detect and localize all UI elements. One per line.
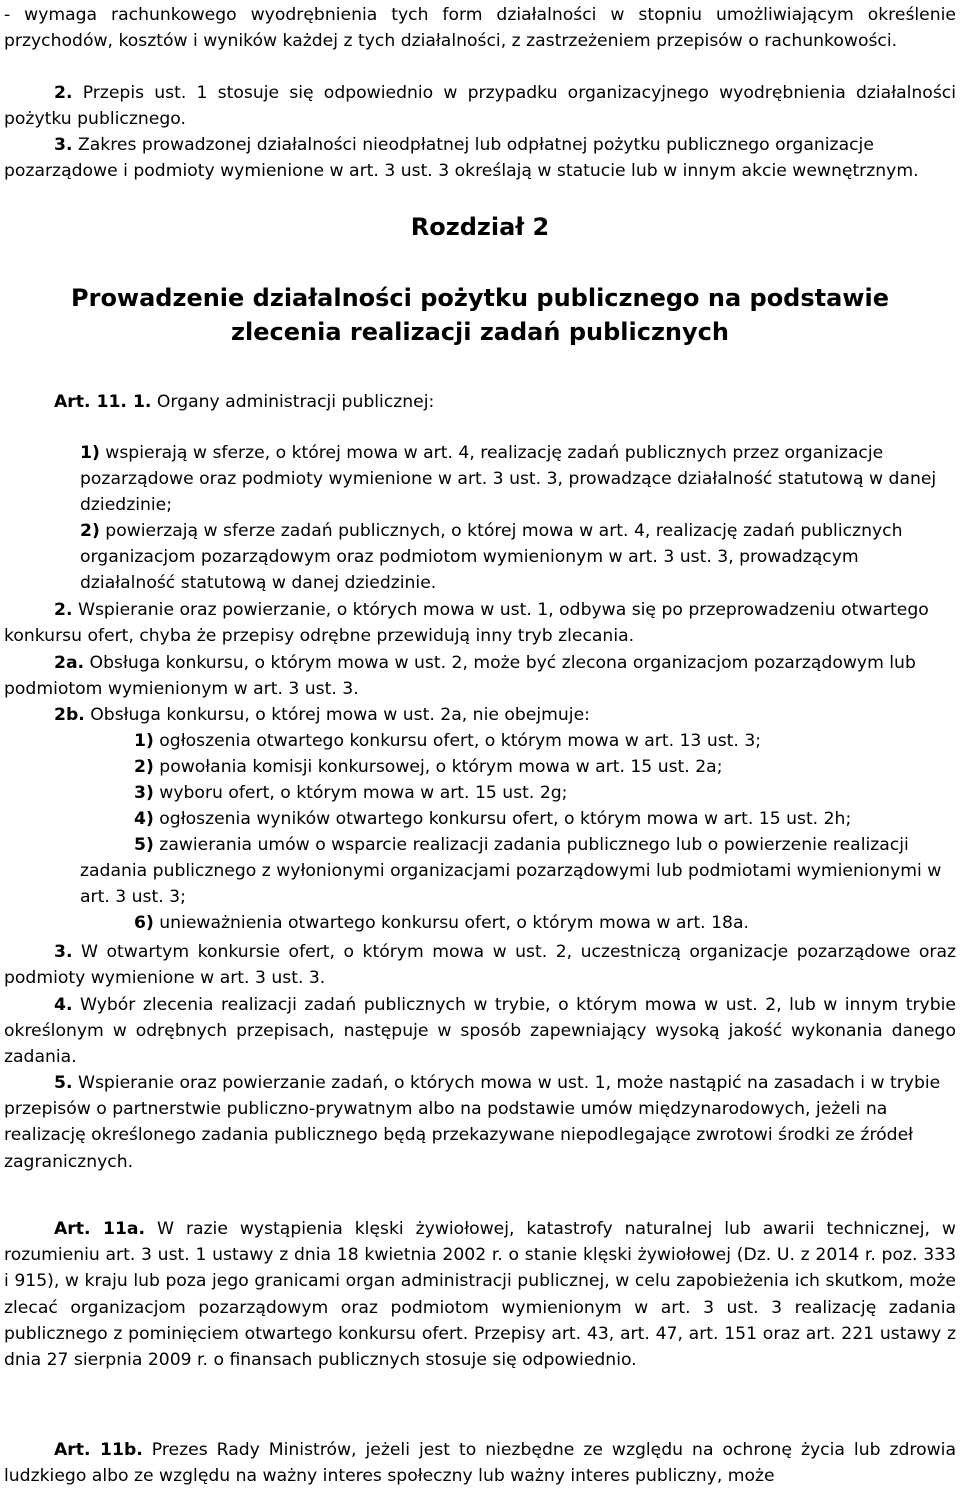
paragraph-number: 2. <box>54 83 73 103</box>
intro-paragraph-2 <box>4 80 956 132</box>
art-11-ust-2b-point-5 <box>80 832 956 911</box>
intro-text-1: - wymaga rachunkowego wyodrębnienia tych form działalności w stopniu umożliwiającym określenie przychodów, kosztów i wyników każdej z tych działalności, z zastrzeżeniem przepisów o rachunkowości. <box>4 5 956 52</box>
art-11-ust-2b-point-1 <box>80 728 956 754</box>
point-text: zawierania umów o wsparcie realizacji zadania publicznego lub o powierzenie realizacji zadania publicznego z wyłonionymi organizacjami pozarządowymi lub podmiotami wymienionymi w art. 3 ust. 3; <box>80 835 942 908</box>
paragraph-text: Wybór zlecenia realizacji zadań publicznych w trybie, o którym mowa w ust. 2, lub w innym trybie określonym w odrębnych przepisach, następuje w sposób zapewniający wysoką jakość wykonania danego zadania. <box>4 995 956 1068</box>
art-11a <box>4 1216 956 1373</box>
point-number: 2) <box>80 521 100 541</box>
art-11-ust-2b-point-3 <box>80 780 956 806</box>
art-11-point-2 <box>80 518 956 597</box>
point-text: ogłoszenia wyników otwartego konkursu ofert, o którym mowa w art. 15 ust. 2h; <box>153 809 852 829</box>
point-text: unieważnienia otwartego konkursu ofert, o którym mowa w art. 18a. <box>153 913 749 933</box>
paragraph-number: 4. <box>54 995 73 1015</box>
article-text: W razie wystąpienia klęski żywiołowej, katastrofy naturalnej lub awarii technicznej, w rozumieniu art. 3 ust. 1 ustawy z dnia 18 kwietnia 2002 r. o stanie klęski żywiołowej (Dz. U. z 2014 r. poz. 333 i 915), w kraju lub poza jego granicami organ administracji publicznej, w celu zapobieżenia ich skutkom, może zlecać organizacjom pozarządowym oraz podmiotom wymienionym w art. 3 ust. 3 realizację zadania publicznego z pominięciem otwartego konkursu ofert. Przepisy art. 43, art. 47, art. 151 oraz art. 221 ustawy z dnia 27 sierpnia 2009 r. o finansach publicznych stosuje się odpowiednio. <box>4 1219 956 1371</box>
article-text: Prezes Rady Ministrów, jeżeli jest to niezbędne ze względu na ochronę życia lub zdrowia ludzkiego albo ze względu na ważny interes społeczny lub ważny interes publiczny, może <box>4 1440 956 1487</box>
point-text: ogłoszenia otwartego konkursu ofert, o którym mowa w art. 13 ust. 3; <box>153 731 762 751</box>
point-text: powołania komisji konkursowej, o którym mowa w art. 15 ust. 2a; <box>153 757 723 777</box>
art-11-ust-3 <box>4 939 956 991</box>
paragraph-number: 5. <box>54 1073 73 1093</box>
art-11-ust-2a <box>4 650 956 702</box>
article-intro: Organy administracji publicznej: <box>151 392 435 412</box>
paragraph-text: Przepis ust. 1 stosuje się odpowiednio w przypadku organizacyjnego wyodrębnienia działalności pożytku publicznego. <box>4 83 956 130</box>
paragraph-number: 2b. <box>54 705 85 725</box>
paragraph-number: 2. <box>54 600 73 620</box>
point-text: wspierają w sferze, o której mowa w art. 4, realizację zadań publicznych przez organizacje pozarządowe oraz podmioty wymienione w art. 3 ust. 3, prowadzące działalność statutową w danej dziedzinie; <box>80 443 937 516</box>
paragraph-text: W otwartym konkursie ofert, o którym mowa w ust. 2, uczestniczą organizacje pozarządowe oraz podmioty wymienione w art. 3 ust. 3. <box>4 942 956 989</box>
intro-paragraph-3 <box>4 132 956 184</box>
intro-paragraph-1 <box>4 2 956 54</box>
art-11-heading <box>4 389 956 415</box>
art-11-ust-2b-point-2 <box>80 754 956 780</box>
point-number: 3) <box>134 783 154 803</box>
paragraph-number: 2a. <box>54 653 85 673</box>
point-number: 1) <box>134 731 154 751</box>
art-11-ust-2b-point-6 <box>80 910 956 936</box>
art-11-ust-2 <box>4 597 956 649</box>
chapter-title-line-2: zlecenia realizacji zadań publicznych <box>231 318 729 346</box>
art-11b <box>4 1437 956 1489</box>
art-11-ust-4 <box>4 992 956 1071</box>
paragraph-text: Zakres prowadzonej działalności nieodpłatnej lub odpłatnej pożytku publicznego organizacje pozarządowe i podmioty wymienione w art. 3 ust. 3 określają w statucie lub w innym akcie wewnętrznym. <box>4 135 919 182</box>
paragraph-text: Wspieranie oraz powierzanie zadań, o których mowa w ust. 1, może nastąpić na zasadach i w trybie przepisów o partnerstwie publiczno-prywatnym albo na podstawie umów międzynarodowych, jeżeli na realizację określonego zadania publicznego będą przekazywane niepodlegające zwrotowi środki ze źródeł zagranicznych. <box>4 1073 941 1172</box>
point-text: wyboru ofert, o którym mowa w art. 15 ust. 2g; <box>153 783 568 803</box>
point-text: powierzają w sferze zadań publicznych, o której mowa w art. 4, realizację zadań publicznych organizacjom pozarządowym oraz podmiotom wymienionym w art. 3 ust. 3, prowadzącym działalność statutową w danej dziedzinie. <box>80 521 903 594</box>
article-label: Art. 11a. <box>54 1219 146 1239</box>
point-number: 6) <box>134 913 154 933</box>
article-label: Art. 11b. <box>54 1440 143 1460</box>
art-11-ust-2b <box>4 702 956 728</box>
point-number: 5) <box>134 835 154 855</box>
article-label: Art. 11. 1. <box>54 392 152 412</box>
art-11-point-1 <box>80 440 956 519</box>
paragraph-number: 3. <box>54 942 73 962</box>
paragraph-text: Obsługa konkursu, o którym mowa w ust. 2, może być zlecona organizacjom pozarządowym lub podmiotom wymienionym w art. 3 ust. 3. <box>4 653 916 700</box>
chapter-number: Rozdział 2 <box>410 213 550 241</box>
art-11-ust-2b-point-4 <box>80 806 956 832</box>
paragraph-text: Obsługa konkursu, o której mowa w ust. 2a, nie obejmuje: <box>84 705 590 725</box>
paragraph-text: Wspieranie oraz powierzanie, o których mowa w ust. 1, odbywa się po przeprowadzeniu otwartego konkursu ofert, chyba że przepisy odrębne przewidują inny tryb zlecania. <box>4 600 929 647</box>
point-number: 4) <box>134 809 154 829</box>
paragraph-number: 3. <box>54 135 73 155</box>
art-11-ust-5 <box>4 1070 956 1175</box>
chapter-title-line-1: Prowadzenie działalności pożytku publicznego na podstawie <box>71 284 889 312</box>
point-number: 1) <box>80 443 100 463</box>
point-number: 2) <box>134 757 154 777</box>
